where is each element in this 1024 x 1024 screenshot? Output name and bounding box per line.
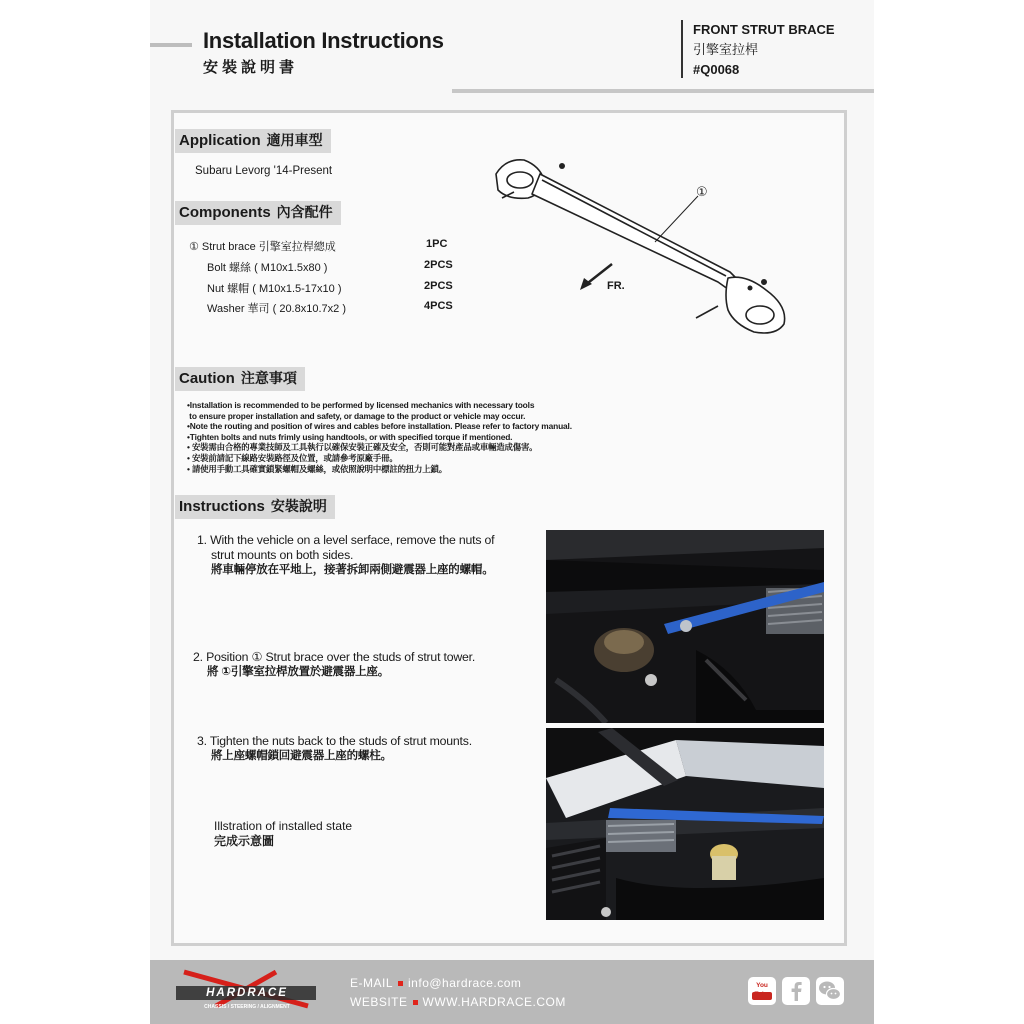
component-qty: 4PCS [424,300,453,312]
washer-icon [748,286,753,291]
callout-leader [655,196,698,242]
engine-bay-photo-1-drawing [546,530,824,723]
step-number: 3. [197,734,207,748]
step-text-cont: strut mounts on both sides. [211,548,354,562]
caution-text [187,400,572,474]
application-heading-en: Application [179,132,261,149]
engine-bay-photo-2-drawing [546,728,824,920]
step-text: With the vehicle on a level serface, remove the nuts of [210,533,495,547]
components-heading-zh: 內含配件 [276,205,333,221]
caution-line: •Note the routing and position of wires and cables before installation. Please refer to factory manual. [187,421,572,432]
component-qty: 2PCS [424,259,453,271]
step-text: Position ① Strut brace over the studs of strut tower. [206,650,476,664]
caution-line: • 安裝前請記下線路安裝路徑及位置，或請參考原廠手冊。 [187,452,398,463]
step-text-zh: 將車輛停放在平地上，接著拆卸兩側避震器上座的螺帽。 [211,564,494,576]
facebook-glyph [782,977,810,1005]
right-mount-plate [726,277,785,333]
component-label: Washer 華司 ( 20.8x10.7x2 ) [207,303,346,315]
caution-line: •Tighten bolts and nuts frimly using handtools, or with specified torque if mentioned. [187,431,513,442]
component-qty: 1PC [426,238,448,250]
bullet-icon [413,1000,418,1005]
header-rule-left [150,43,192,47]
caution-line: to ensure proper installation and safety, or damage to the product or vehicle may occur. [187,410,526,421]
instructions-heading-zh: 安裝說明 [270,499,327,515]
youtube-icon-badge [752,992,772,1000]
product-code: #Q0068 [693,62,740,77]
right-bolt [696,306,718,318]
components-heading [175,201,341,225]
wechat-glyph [816,977,844,1005]
component-label: Nut 螺帽 ( M10x1.5-17x10 ) [207,283,342,295]
step-number: 2. [193,650,203,664]
nut-icon [559,163,565,169]
product-info [681,20,835,78]
application-heading [175,129,331,153]
email-label: E-MAIL [350,976,394,990]
direction-label: FR. [607,280,625,292]
footer-email [350,976,521,990]
wechat-icon[interactable] [816,977,844,1005]
caution-line: • 安裝需由合格的專業技師及工具執行以確保安裝正確及安全，否則可能對產品或車輛造成傷害。 [187,442,538,453]
application-heading-zh: 適用車型 [266,133,323,149]
brand-tagline: CHASSIS / STEERING / ALIGNMENT [204,1004,290,1010]
product-name-zh: 引擎室拉桿 [693,42,759,57]
step-1 [197,533,494,578]
step-text-zh: 將 ①引擎室拉桿放置於避震器上座。 [207,666,390,678]
engine-bay-photo-1 [546,530,824,723]
step-3 [197,734,472,764]
header-rule-right [452,89,874,93]
caution-line: • 請使用手動工具確實鎖緊螺帽及螺絲，或依照說明中標註的扭力上鎖。 [187,463,447,474]
step-2 [193,650,475,680]
component-label: Bolt 螺絲 ( M10x1.5x80 ) [207,262,328,274]
brand-name: HARDRACE [206,987,288,999]
email-link[interactable]: info@hardrace.com [408,976,522,990]
page-title-zh: 安裝說明書 [203,58,299,76]
components-heading-en: Components [179,204,271,221]
strut-brace-diagram [480,150,810,350]
website-label: WEBSITE [350,995,408,1009]
nut-icon [761,279,767,285]
vehicle-fitment: Subaru Levorg '14-Present [195,165,333,177]
step-number: 1. [197,533,207,547]
illustration-caption [214,819,352,849]
instructions-heading-en: Instructions [179,498,265,515]
footer-website [350,995,566,1009]
illustration-caption-en: Illstration of installed state [214,819,353,833]
component-label: ① Strut brace 引擎室拉桿總成 [189,241,336,253]
youtube-icon[interactable] [748,977,776,1005]
engine-bay-photo-2 [546,728,824,920]
caution-heading [175,367,305,391]
caution-heading-en: Caution [179,370,235,387]
illustration-caption-zh: 完成示意圖 [214,834,275,848]
caution-line: •Installation is recommended to be performed by licensed mechanics with necessary tools [187,400,535,410]
component-qty: 2PCS [424,280,453,292]
product-name: FRONT STRUT BRACE [693,22,835,37]
website-link[interactable]: WWW.HARDRACE.COM [422,995,566,1009]
facebook-icon[interactable] [782,977,810,1005]
caution-heading-zh: 注意事項 [240,371,297,387]
youtube-icon-text: You [756,982,768,989]
bullet-icon [398,981,403,986]
step-text-zh: 將上座螺帽鎖回避震器上座的螺柱。 [211,750,392,762]
instructions-heading [175,495,335,519]
diagram-callout: ① [696,184,708,199]
step-text: Tighten the nuts back to the studs of strut mounts. [209,734,472,748]
page-title: Installation Instructions [203,28,444,53]
